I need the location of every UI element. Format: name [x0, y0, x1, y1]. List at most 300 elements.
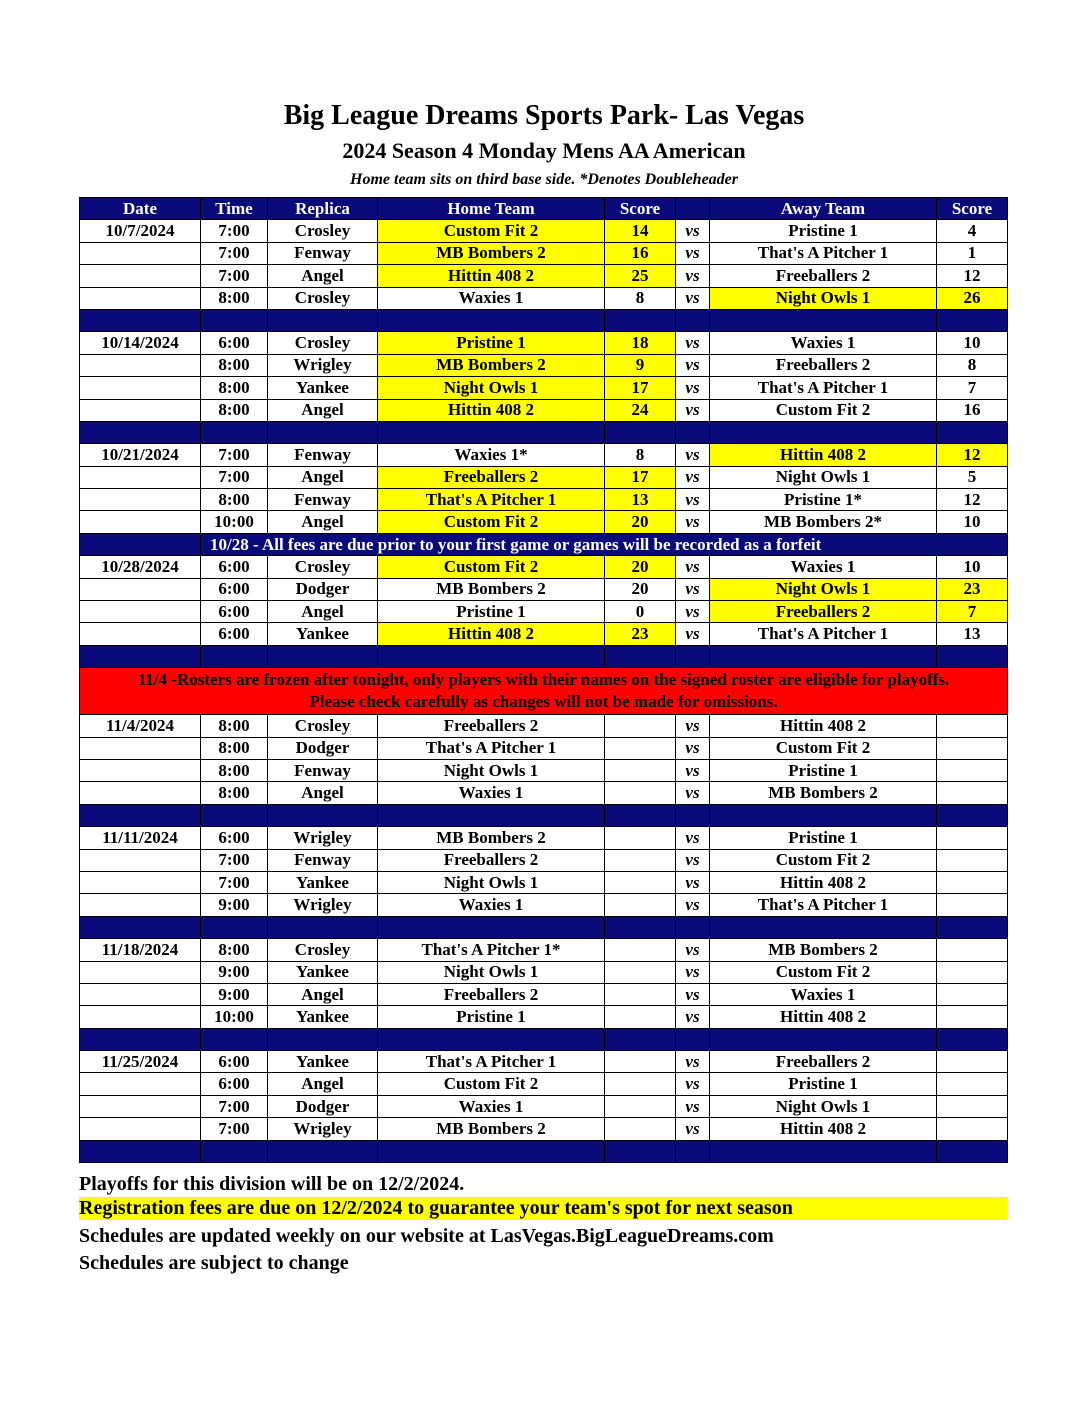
- game-field: Crosley: [268, 939, 378, 961]
- home-score: [605, 1051, 676, 1073]
- away-score: 7: [937, 601, 1008, 623]
- game-date: [80, 489, 201, 511]
- notice-spacer: [80, 533, 201, 555]
- col-time: Time: [201, 198, 268, 220]
- game-row: [80, 961, 1008, 983]
- away-team: Waxies 1: [710, 983, 937, 1005]
- website-note: Schedules are updated weekly on our website at LasVegas.BigLeagueDreams.com: [79, 1225, 774, 1247]
- game-row: [80, 444, 1008, 466]
- away-score: [937, 1006, 1008, 1028]
- home-team: That's A Pitcher 1*: [378, 939, 605, 961]
- registration-note: Registration fees are due on 12/2/2024 to guarantee your team's spot for next season: [79, 1197, 1007, 1220]
- away-team: That's A Pitcher 1: [710, 242, 937, 264]
- game-date: [80, 511, 201, 533]
- game-row: [80, 1095, 1008, 1117]
- away-team: Hittin 408 2: [710, 1006, 937, 1028]
- separator-cell: [937, 309, 1008, 331]
- fee-notice-row: [80, 533, 1008, 555]
- game-time: 8:00: [201, 287, 268, 309]
- game-row: [80, 894, 1008, 916]
- home-team: Custom Fit 2: [378, 556, 605, 578]
- home-score: 8: [605, 287, 676, 309]
- col-replica: Replica: [268, 198, 378, 220]
- game-time: 6:00: [201, 556, 268, 578]
- game-time: 9:00: [201, 961, 268, 983]
- game-time: 7:00: [201, 1095, 268, 1117]
- separator-cell: [937, 645, 1008, 667]
- home-team: Freeballers 2: [378, 466, 605, 488]
- game-date: [80, 265, 201, 287]
- separator-cell: [268, 309, 378, 331]
- game-time: 7:00: [201, 466, 268, 488]
- game-field: Wrigley: [268, 354, 378, 376]
- separator-cell: [605, 1140, 676, 1162]
- separator-cell: [80, 1028, 201, 1050]
- game-date: 10/28/2024: [80, 556, 201, 578]
- game-time: 8:00: [201, 489, 268, 511]
- game-row: [80, 466, 1008, 488]
- game-time: 10:00: [201, 1006, 268, 1028]
- page-subtitle: 2024 Season 4 Monday Mens AA American: [342, 138, 746, 163]
- away-team: Freeballers 2: [710, 265, 937, 287]
- home-score: [605, 827, 676, 849]
- home-score: 17: [605, 466, 676, 488]
- home-team: Freeballers 2: [378, 849, 605, 871]
- home-team: Freeballers 2: [378, 715, 605, 737]
- vs-label: vs: [676, 354, 710, 376]
- away-team: Waxies 1: [710, 332, 937, 354]
- game-date: [80, 242, 201, 264]
- game-row: [80, 511, 1008, 533]
- game-row: [80, 399, 1008, 421]
- home-score: [605, 1118, 676, 1140]
- game-date: 10/14/2024: [80, 332, 201, 354]
- game-field: Wrigley: [268, 1118, 378, 1140]
- away-score: 1: [937, 242, 1008, 264]
- game-field: Crosley: [268, 220, 378, 242]
- away-team: MB Bombers 2: [710, 939, 937, 961]
- away-score: 12: [937, 489, 1008, 511]
- home-team: Night Owls 1: [378, 871, 605, 893]
- away-score: 10: [937, 511, 1008, 533]
- change-note: Schedules are subject to change: [79, 1252, 349, 1274]
- separator-row: [80, 804, 1008, 826]
- game-time: 6:00: [201, 1051, 268, 1073]
- home-score: 18: [605, 332, 676, 354]
- home-team: Custom Fit 2: [378, 220, 605, 242]
- vs-label: vs: [676, 1073, 710, 1095]
- game-field: Fenway: [268, 759, 378, 781]
- game-row: [80, 983, 1008, 1005]
- away-score: [937, 983, 1008, 1005]
- game-row: [80, 623, 1008, 645]
- game-row: [80, 265, 1008, 287]
- home-score: [605, 871, 676, 893]
- away-team: Custom Fit 2: [710, 961, 937, 983]
- away-score: [937, 1073, 1008, 1095]
- home-score: 24: [605, 399, 676, 421]
- separator-cell: [268, 804, 378, 826]
- game-date: [80, 377, 201, 399]
- separator-cell: [937, 916, 1008, 938]
- separator-cell: [676, 309, 710, 331]
- game-row: [80, 715, 1008, 737]
- game-row: [80, 578, 1008, 600]
- game-time: 8:00: [201, 737, 268, 759]
- separator-cell: [378, 1140, 605, 1162]
- game-time: 6:00: [201, 1073, 268, 1095]
- game-field: Angel: [268, 782, 378, 804]
- away-team: Hittin 408 2: [710, 871, 937, 893]
- separator-cell: [201, 309, 268, 331]
- game-date: [80, 983, 201, 1005]
- vs-label: vs: [676, 511, 710, 533]
- away-score: 23: [937, 578, 1008, 600]
- separator-cell: [80, 421, 201, 443]
- separator-row: [80, 309, 1008, 331]
- separator-cell: [605, 916, 676, 938]
- away-team: Hittin 408 2: [710, 444, 937, 466]
- game-time: 7:00: [201, 871, 268, 893]
- away-team: Custom Fit 2: [710, 737, 937, 759]
- home-team: That's A Pitcher 1: [378, 1051, 605, 1073]
- home-team: Hittin 408 2: [378, 265, 605, 287]
- game-field: Angel: [268, 265, 378, 287]
- game-row: [80, 1051, 1008, 1073]
- game-field: Fenway: [268, 242, 378, 264]
- away-score: [937, 849, 1008, 871]
- fee-notice-text: 10/28 - All fees are due prior to your first game or games will be recorded as a forfeit: [201, 533, 1008, 555]
- away-score: [937, 1118, 1008, 1140]
- away-team: Night Owls 1: [710, 1095, 937, 1117]
- vs-label: vs: [676, 782, 710, 804]
- vs-label: vs: [676, 377, 710, 399]
- game-field: Yankee: [268, 623, 378, 645]
- game-time: 8:00: [201, 377, 268, 399]
- away-team: Freeballers 2: [710, 1051, 937, 1073]
- home-team: MB Bombers 2: [378, 1118, 605, 1140]
- separator-cell: [676, 421, 710, 443]
- roster-alert-line-2: Please check carefully as changes will not be made for omissions.: [309, 692, 778, 712]
- away-team: Pristine 1*: [710, 489, 937, 511]
- separator-cell: [676, 1028, 710, 1050]
- home-team: That's A Pitcher 1: [378, 737, 605, 759]
- home-score: 23: [605, 623, 676, 645]
- game-date: 10/21/2024: [80, 444, 201, 466]
- game-field: Dodger: [268, 578, 378, 600]
- away-team: Pristine 1: [710, 1073, 937, 1095]
- game-time: 8:00: [201, 715, 268, 737]
- vs-label: vs: [676, 623, 710, 645]
- vs-label: vs: [676, 332, 710, 354]
- col-home-score: Score: [605, 198, 676, 220]
- away-score: [937, 827, 1008, 849]
- vs-label: vs: [676, 287, 710, 309]
- col-date: Date: [80, 198, 201, 220]
- separator-cell: [378, 309, 605, 331]
- game-date: [80, 871, 201, 893]
- game-row: [80, 782, 1008, 804]
- game-row: [80, 489, 1008, 511]
- game-time: 8:00: [201, 759, 268, 781]
- game-row: [80, 377, 1008, 399]
- game-field: Wrigley: [268, 827, 378, 849]
- vs-label: vs: [676, 444, 710, 466]
- game-field: Angel: [268, 983, 378, 1005]
- separator-cell: [378, 1028, 605, 1050]
- separator-cell: [710, 1028, 937, 1050]
- game-row: [80, 849, 1008, 871]
- separator-cell: [605, 421, 676, 443]
- game-row: [80, 759, 1008, 781]
- vs-label: vs: [676, 849, 710, 871]
- separator-cell: [80, 309, 201, 331]
- separator-cell: [676, 645, 710, 667]
- vs-label: vs: [676, 715, 710, 737]
- playoffs-note: Playoffs for this division will be on 12/2/2024.: [79, 1173, 465, 1195]
- game-time: 7:00: [201, 265, 268, 287]
- separator-cell: [80, 1140, 201, 1162]
- vs-label: vs: [676, 983, 710, 1005]
- away-score: [937, 939, 1008, 961]
- game-field: Yankee: [268, 961, 378, 983]
- separator-cell: [201, 421, 268, 443]
- away-score: [937, 737, 1008, 759]
- home-team: MB Bombers 2: [378, 354, 605, 376]
- game-time: 6:00: [201, 827, 268, 849]
- away-team: Pristine 1: [710, 220, 937, 242]
- separator-cell: [378, 645, 605, 667]
- roster-alert: [80, 668, 1008, 715]
- away-score: 7: [937, 377, 1008, 399]
- game-time: 7:00: [201, 242, 268, 264]
- game-time: 9:00: [201, 983, 268, 1005]
- game-date: [80, 759, 201, 781]
- away-score: [937, 1051, 1008, 1073]
- game-date: [80, 894, 201, 916]
- separator-cell: [937, 421, 1008, 443]
- roster-alert-line-1: 11/4 -Rosters are frozen after tonight, only players with their names on the signed roster are eligible for playoffs.: [137, 670, 950, 690]
- away-score: 8: [937, 354, 1008, 376]
- home-score: [605, 715, 676, 737]
- game-row: [80, 556, 1008, 578]
- home-score: [605, 1073, 676, 1095]
- away-team: Pristine 1: [710, 759, 937, 781]
- home-team: Custom Fit 2: [378, 511, 605, 533]
- home-score: [605, 939, 676, 961]
- separator-cell: [268, 1028, 378, 1050]
- home-team: Night Owls 1: [378, 759, 605, 781]
- game-row: [80, 354, 1008, 376]
- game-field: Yankee: [268, 1051, 378, 1073]
- game-row: [80, 601, 1008, 623]
- separator-cell: [605, 1028, 676, 1050]
- home-team: MB Bombers 2: [378, 242, 605, 264]
- separator-cell: [268, 645, 378, 667]
- game-field: Wrigley: [268, 894, 378, 916]
- col-home-team: Home Team: [378, 198, 605, 220]
- separator-cell: [378, 804, 605, 826]
- separator-cell: [710, 916, 937, 938]
- vs-label: vs: [676, 242, 710, 264]
- vs-label: vs: [676, 265, 710, 287]
- col-vs: [676, 198, 710, 220]
- separator-row: [80, 1140, 1008, 1162]
- away-score: 13: [937, 623, 1008, 645]
- game-time: 6:00: [201, 601, 268, 623]
- game-field: Dodger: [268, 737, 378, 759]
- game-date: [80, 782, 201, 804]
- game-date: [80, 737, 201, 759]
- game-field: Crosley: [268, 556, 378, 578]
- home-score: 17: [605, 377, 676, 399]
- home-score: 25: [605, 265, 676, 287]
- away-score: 4: [937, 220, 1008, 242]
- game-row: [80, 287, 1008, 309]
- game-field: Angel: [268, 466, 378, 488]
- home-team: MB Bombers 2: [378, 578, 605, 600]
- game-field: Angel: [268, 1073, 378, 1095]
- game-row: [80, 1073, 1008, 1095]
- vs-label: vs: [676, 1051, 710, 1073]
- game-field: Angel: [268, 399, 378, 421]
- game-field: Crosley: [268, 332, 378, 354]
- home-score: [605, 782, 676, 804]
- separator-cell: [605, 804, 676, 826]
- vs-label: vs: [676, 827, 710, 849]
- separator-cell: [268, 916, 378, 938]
- away-score: 5: [937, 466, 1008, 488]
- game-field: Fenway: [268, 849, 378, 871]
- game-date: [80, 1118, 201, 1140]
- game-time: 6:00: [201, 578, 268, 600]
- game-date: [80, 1006, 201, 1028]
- home-team: Waxies 1: [378, 782, 605, 804]
- home-team: Custom Fit 2: [378, 1073, 605, 1095]
- col-away-score: Score: [937, 198, 1008, 220]
- away-score: 26: [937, 287, 1008, 309]
- game-time: 10:00: [201, 511, 268, 533]
- game-field: Yankee: [268, 1006, 378, 1028]
- game-row: [80, 242, 1008, 264]
- away-team: Hittin 408 2: [710, 1118, 937, 1140]
- home-team: Hittin 408 2: [378, 399, 605, 421]
- away-score: [937, 871, 1008, 893]
- separator-cell: [676, 916, 710, 938]
- away-score: 12: [937, 444, 1008, 466]
- away-score: 12: [937, 265, 1008, 287]
- away-team: Night Owls 1: [710, 466, 937, 488]
- table-header-row: [80, 198, 1008, 220]
- home-team: Freeballers 2: [378, 983, 605, 1005]
- vs-label: vs: [676, 894, 710, 916]
- game-field: Angel: [268, 601, 378, 623]
- separator-cell: [80, 916, 201, 938]
- game-date: [80, 961, 201, 983]
- game-date: 10/7/2024: [80, 220, 201, 242]
- schedule-table: [79, 197, 1008, 1163]
- away-team: Night Owls 1: [710, 578, 937, 600]
- home-score: 14: [605, 220, 676, 242]
- separator-row: [80, 645, 1008, 667]
- home-team: Waxies 1: [378, 894, 605, 916]
- away-team: Custom Fit 2: [710, 399, 937, 421]
- game-time: 7:00: [201, 849, 268, 871]
- separator-cell: [268, 1140, 378, 1162]
- home-score: 20: [605, 578, 676, 600]
- separator-cell: [710, 421, 937, 443]
- home-score: 20: [605, 556, 676, 578]
- vs-label: vs: [676, 466, 710, 488]
- home-team: That's A Pitcher 1: [378, 489, 605, 511]
- vs-label: vs: [676, 578, 710, 600]
- vs-label: vs: [676, 556, 710, 578]
- home-score: [605, 1095, 676, 1117]
- home-score: 20: [605, 511, 676, 533]
- game-time: 9:00: [201, 894, 268, 916]
- vs-label: vs: [676, 1006, 710, 1028]
- game-row: [80, 871, 1008, 893]
- vs-label: vs: [676, 759, 710, 781]
- away-team: MB Bombers 2*: [710, 511, 937, 533]
- game-date: 11/18/2024: [80, 939, 201, 961]
- vs-label: vs: [676, 961, 710, 983]
- vs-label: vs: [676, 1095, 710, 1117]
- game-field: Yankee: [268, 377, 378, 399]
- separator-cell: [710, 645, 937, 667]
- home-score: [605, 894, 676, 916]
- separator-cell: [80, 645, 201, 667]
- vs-label: vs: [676, 737, 710, 759]
- away-team: Custom Fit 2: [710, 849, 937, 871]
- home-team: Pristine 1: [378, 601, 605, 623]
- separator-row: [80, 1028, 1008, 1050]
- home-team: Waxies 1: [378, 1095, 605, 1117]
- away-team: Pristine 1: [710, 827, 937, 849]
- away-team: That's A Pitcher 1: [710, 894, 937, 916]
- game-field: Fenway: [268, 444, 378, 466]
- game-field: Angel: [268, 511, 378, 533]
- separator-cell: [378, 421, 605, 443]
- home-team: Night Owls 1: [378, 961, 605, 983]
- vs-label: vs: [676, 871, 710, 893]
- home-score: 0: [605, 601, 676, 623]
- schedule-body: [80, 220, 1008, 1163]
- home-score: 13: [605, 489, 676, 511]
- game-date: [80, 287, 201, 309]
- away-score: [937, 1095, 1008, 1117]
- game-row: [80, 332, 1008, 354]
- home-score: [605, 983, 676, 1005]
- home-score: [605, 849, 676, 871]
- away-score: [937, 961, 1008, 983]
- game-date: [80, 354, 201, 376]
- game-date: [80, 601, 201, 623]
- separator-cell: [201, 645, 268, 667]
- away-score: [937, 894, 1008, 916]
- away-score: [937, 782, 1008, 804]
- game-field: Fenway: [268, 489, 378, 511]
- vs-label: vs: [676, 1118, 710, 1140]
- game-time: 7:00: [201, 1118, 268, 1140]
- away-team: Waxies 1: [710, 556, 937, 578]
- game-field: Dodger: [268, 1095, 378, 1117]
- game-date: [80, 578, 201, 600]
- game-field: Crosley: [268, 287, 378, 309]
- game-row: [80, 220, 1008, 242]
- doubleheader-note: Home team sits on third base side. *Denotes Doubleheader: [350, 171, 738, 188]
- col-away-team: Away Team: [710, 198, 937, 220]
